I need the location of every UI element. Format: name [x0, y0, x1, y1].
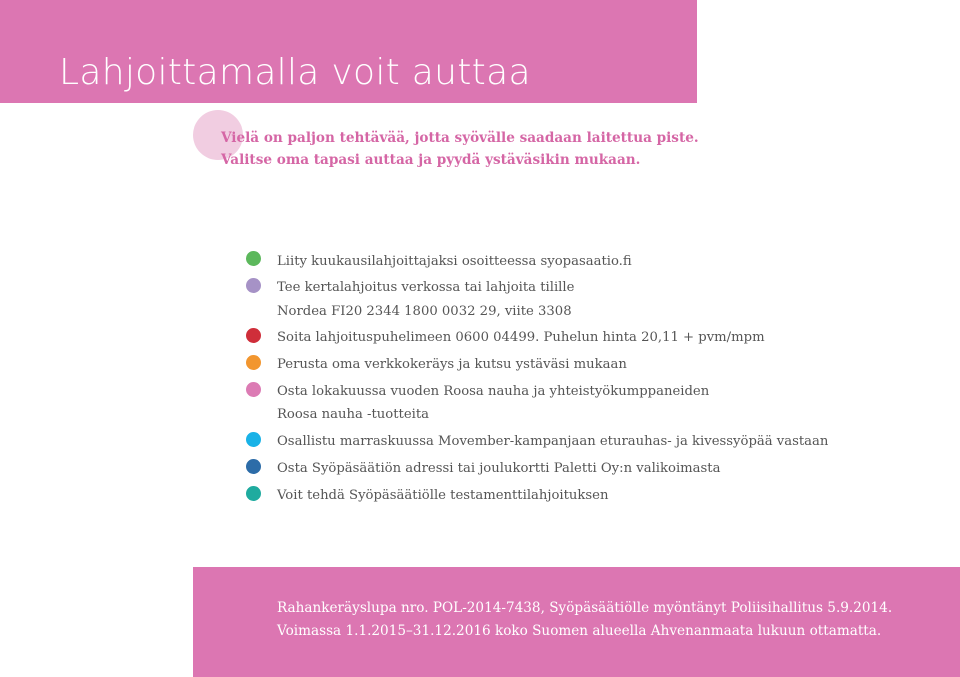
intro-text: [221, 127, 699, 171]
green-bullet-icon: [246, 251, 261, 266]
intro-line: Vielä on paljon tehtävää, jotta syövälle saadaan laitettua piste.: [221, 130, 699, 146]
lilac-bullet-icon: [246, 278, 261, 293]
page-title: Lahjoittamalla voit auttaa: [59, 52, 531, 93]
list-item-text: Osallistu marraskuussa Movember-kampanjaan eturauhas- ja kivessyöpää vastaan: [277, 434, 829, 449]
teal-bullet-icon: [246, 486, 261, 501]
cyan-bullet-icon: [246, 432, 261, 447]
list-item-text: Osta Syöpäsäätiön adressi tai joulukortti Paletti Oy:n valikoimasta: [277, 461, 721, 476]
intro-line: Valitse oma tapasi auttaa ja pyydä ystäväsikin mukaan.: [221, 152, 641, 168]
list-item-text: Soita lahjoituspuhelimeen 0600 04499. Puhelun hinta 20,11 + pvm/mpm: [277, 330, 765, 345]
red-bullet-icon: [246, 328, 261, 343]
footer-line: Rahankeräyslupa nro. POL-2014-7438, Syöpäsäätiölle myöntänyt Poliisihallitus 5.9.2014.: [277, 600, 893, 616]
pink-bullet-icon: [246, 382, 261, 397]
blue-bullet-icon: [246, 459, 261, 474]
list-item-text: Liity kuukausilahjoittajaksi osoitteessa syopasaatio.fi: [277, 254, 632, 269]
list-item-text: Voit tehdä Syöpäsäätiölle testamenttilahjoituksen: [277, 488, 609, 503]
list-item-text: Roosa nauha -tuotteita: [277, 407, 429, 422]
orange-bullet-icon: [246, 355, 261, 370]
list-item-text: Osta lokakuussa vuoden Roosa nauha ja yhteistyökumppaneiden: [277, 384, 710, 399]
list-item-text: Tee kertalahjoitus verkossa tai lahjoita tilille: [277, 280, 575, 295]
list-item-text: Perusta oma verkkokeräys ja kutsu ystäväsi mukaan: [277, 357, 627, 372]
fundraising-permit-text: [277, 597, 892, 643]
list-item-text: Nordea FI20 2344 1800 0032 29, viite 3308: [277, 304, 572, 319]
footer-line: Voimassa 1.1.2015–31.12.2016 koko Suomen alueella Ahvenanmaata lukuun ottamatta.: [277, 623, 882, 639]
